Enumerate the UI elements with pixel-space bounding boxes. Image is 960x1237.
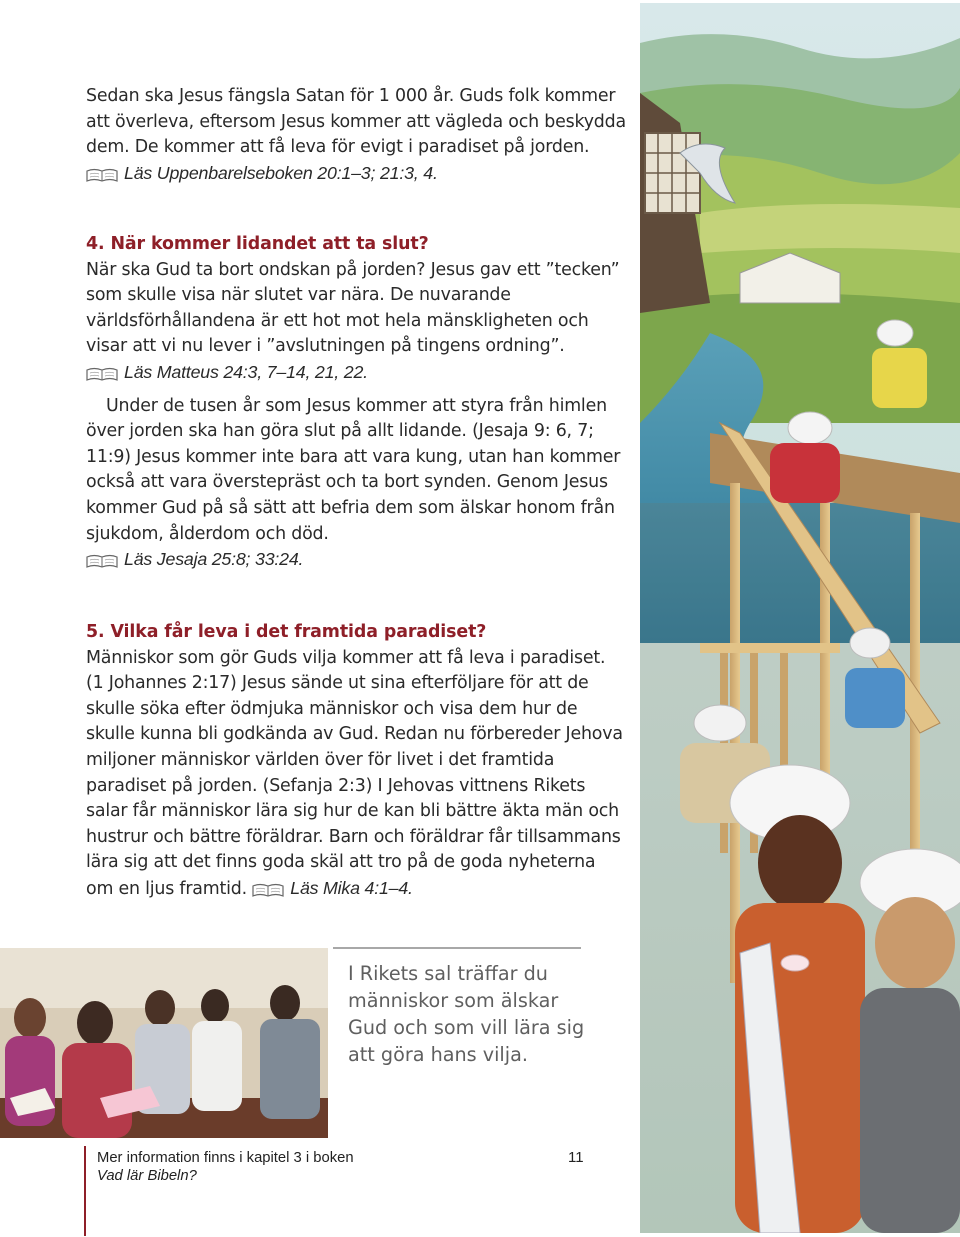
section-4-paragraph-2 xyxy=(86,394,626,574)
kingdom-hall-photo xyxy=(0,948,328,1138)
footer-line: Mer information finns i kapitel 3 i boken xyxy=(97,1150,354,1166)
open-book-icon xyxy=(86,554,118,568)
open-book-icon xyxy=(252,883,284,897)
section-4-text-1: När ska Gud ta bort ondskan på jorden? Jesus gav ett ”tecken” som skulle visa när slutet var nära. De nuvarande världsförhållandena är ett hot mot hela mänskligheten och visar att vi nu lever i ”avslutningen på tingens ordning”. xyxy=(86,259,620,357)
section-5-heading: 5. Vilka får leva i det framtida paradiset? xyxy=(86,622,487,642)
page-number: 11 xyxy=(568,1149,584,1166)
section-4-text-2: Under de tusen år som Jesus kommer att styra från himlen över jorden ska han göra slut på allt lidande. (Jesaja 9: 6, 7; 11:9) Jesus kommer inte bara att vara kung, utan han kommer också att vara överstepräst och ta bort synden. Genom Jesus kommer Gud på så sätt att befria dem som älskar honom från sjukdom, ålderdom och död. xyxy=(86,395,621,544)
footer-note xyxy=(97,1149,354,1185)
open-book-icon xyxy=(86,168,118,182)
photo-caption: I Rikets sal träffar du människor som älskar Gud och som vill lära sig att göra hans vilja. xyxy=(348,962,585,1066)
paradise-construction-illustration xyxy=(640,3,960,1233)
section-4 xyxy=(86,232,626,574)
footer-book-title: Vad lär Bibeln? xyxy=(97,1168,197,1184)
caption-rule xyxy=(333,947,581,949)
intro-paragraph xyxy=(86,84,626,187)
intro-reference: Läs Uppenbarelseboken 20:1–3; 21:3, 4. xyxy=(124,162,438,183)
footer-rule xyxy=(84,1146,86,1236)
open-book-icon xyxy=(86,367,118,381)
section-5 xyxy=(86,620,626,903)
section-4-reference-2: Läs Jesaja 25:8; 33:24. xyxy=(124,549,304,570)
section-4-reference-1: Läs Matteus 24:3, 7–14, 21, 22. xyxy=(124,361,368,382)
section-5-text: Människor som gör Guds vilja kommer att få leva i paradiset. (1 Johannes 2:17) Jesus sände ut sina efterföljare för att de skulle söka efter ödmjuka människor och visa dem hur de skulle kunna bli godkända av Gud. Redan nu förbereder Jehova miljoner människor världen över för livet i det framtida paradiset på jorden. (Sefanja 2:3) I Jehovas vittnens Rikets salar får människor lära sig hur de kan bli bättre äkta män och hustrur och bättre föräldrar. Barn och föräldrar får tillsammans lära sig att det finns goda skäl att tro på de goda nyheterna om en ljus framtid. xyxy=(86,647,623,899)
section-5-reference: Läs Mika 4:1–4. xyxy=(290,877,413,898)
section-5-paragraph xyxy=(86,646,626,903)
intro-block xyxy=(86,84,626,187)
intro-text: Sedan ska Jesus fängsla Satan för 1 000 år. Guds folk kommer att överleva, eftersom Jesus kommer att vägleda och beskydda dem. De kommer att få leva för evigt i paradiset på jorden. xyxy=(86,86,626,158)
section-4-paragraph-1 xyxy=(86,258,626,387)
section-4-heading: 4. När kommer lidandet att ta slut? xyxy=(86,234,429,254)
